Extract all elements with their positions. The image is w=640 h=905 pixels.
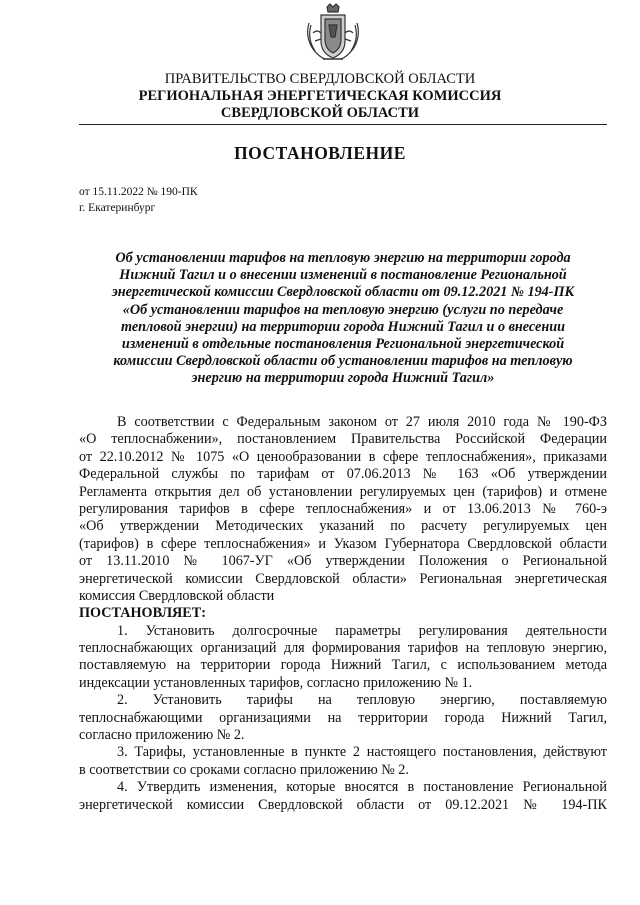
subject-line: тепловой энергии) на территории города Нижний Тагил и о внесении — [121, 318, 565, 335]
resolution-heading: ПОСТАНОВЛЯЕТ: — [79, 605, 206, 622]
clause-2-line: согласно приложению № 2. — [79, 727, 245, 744]
body-line: энергетической комиссии Свердловской области» Региональная энергетическая — [79, 570, 607, 587]
body-line: регулирования тарифов в сфере теплоснабжения» и от 13.06.2013 № 760-э — [79, 500, 607, 517]
region-name: СВЕРДЛОВСКОЙ ОБЛАСТИ — [220, 105, 420, 121]
body-line: «О теплоснабжении», постановлением Правительства Российской Федерации — [79, 431, 607, 448]
clause-3-line: 3. Тарифы, установленные в пункте 2 настоящего постановления, действуют — [117, 744, 607, 761]
body-line: комиссия Свердловской области — [79, 587, 275, 604]
document-city: г. Екатеринбург — [79, 202, 156, 214]
clause-1-line: поставляемую на территории города Нижний Тагил, с использованием метода — [79, 657, 607, 674]
document-date-number: от 15.11.2022 № 190-ПК — [79, 186, 198, 198]
body-line: (тарифов) в сфере теплоснабжения» и Указом Губернатора Свердловской области — [79, 535, 607, 552]
body-line: от 22.10.2012 № 1075 «О ценообразовании в сфере теплоснабжения», приказами — [79, 448, 607, 465]
coat-of-arms-emblem — [301, 3, 365, 63]
body-line: В соответствии с Федеральным законом от 27 июля 2010 года № 190-ФЗ — [117, 414, 607, 430]
government-name: ПРАВИТЕЛЬСТВО СВЕРДЛОВСКОЙ ОБЛАСТИ — [164, 71, 476, 87]
clause-4-line: 4. Утвердить изменения, которые вносятся в постановление Региональной — [117, 779, 607, 796]
commission-name: РЕГИОНАЛЬНАЯ ЭНЕРГЕТИЧЕСКАЯ КОМИССИЯ — [138, 88, 502, 104]
body-line: Федеральной службы по тарифам от 07.06.2013 № 163 «Об утверждении — [79, 466, 607, 483]
body-line: «Об утверждении Методических указаний по расчету регулируемых цен — [79, 518, 607, 535]
subject-line: энергетической комиссии Свердловской области от 09.12.2021 № 194-ПК — [111, 284, 575, 301]
header-divider — [79, 124, 607, 125]
clause-1-line: индексации установленных тарифов, согласно приложению № 1. — [79, 674, 473, 691]
subject-line: изменений в отдельные постановления Региональной энергетической — [121, 336, 565, 353]
clause-1-line: теплоснабжающих организаций для формирования тарифов на тепловую энергию, — [79, 640, 607, 657]
clause-1-line: 1. Установить долгосрочные параметры регулирования деятельности — [117, 622, 607, 639]
document-body — [79, 414, 607, 814]
body-line: от 13.11.2010 № 1067-УГ «Об утверждении Положения о Региональной — [79, 553, 607, 570]
clause-2-line: теплоснабжающими организациями на территории города Нижний Тагил, — [79, 709, 607, 726]
clause-4-line: энергетической комиссии Свердловской области от 09.12.2021 № 194-ПК — [79, 796, 607, 813]
body-line: Регламента открытия дел об установлении регулируемых цен (тарифов) и отмене — [79, 483, 607, 500]
subject-line: Об установлении тарифов на тепловую энергию на территории города — [115, 250, 571, 266]
document-title: ПОСТАНОВЛЕНИЕ — [234, 143, 406, 163]
clause-3-line: в соответствии со сроками согласно приложению № 2. — [79, 761, 409, 778]
subject-line: энергию на территории города Нижний Тагил» — [191, 370, 495, 387]
document-subject — [86, 250, 600, 388]
clause-2-line: 2. Установить тарифы на тепловую энергию, поставляемую — [117, 692, 607, 709]
subject-line: Нижний Тагил и о внесении изменений в постановление Региональной — [119, 267, 567, 284]
subject-line: комиссии Свердловской области об установлении тарифов на тепловую — [113, 353, 573, 370]
subject-line: «Об установлении тарифов на тепловую энергию (услуги по передаче — [122, 301, 564, 318]
